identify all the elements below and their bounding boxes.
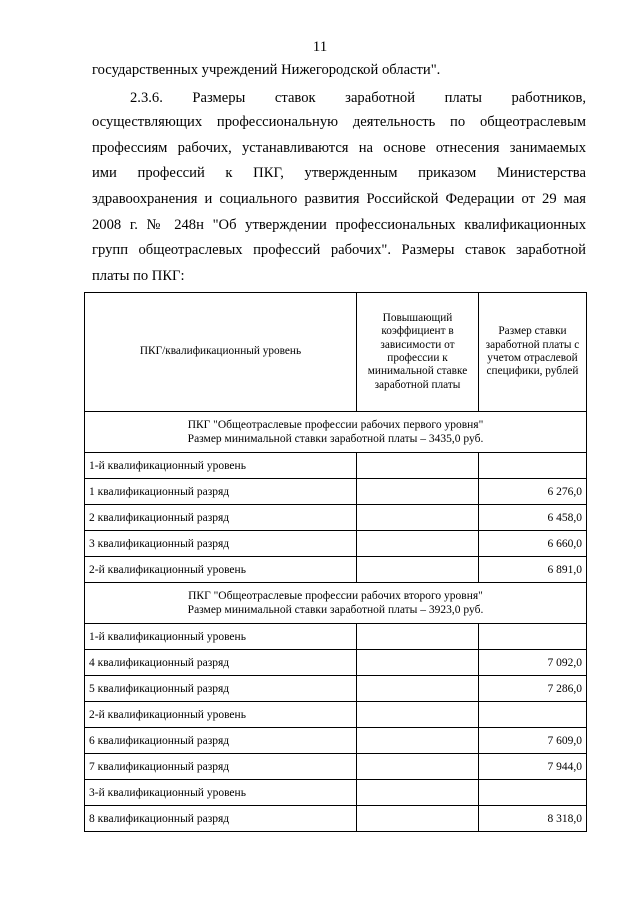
row-value: 6 276,0 bbox=[479, 479, 587, 505]
table-row bbox=[85, 780, 587, 806]
table-row bbox=[85, 624, 587, 650]
row-label: 7 квалификационный разряд bbox=[85, 754, 357, 780]
paragraph-line-3: осуществляющих профессиональную деятельность по общеотраслевым bbox=[92, 114, 586, 130]
table-header-row bbox=[85, 293, 587, 412]
table-row bbox=[85, 650, 587, 676]
paragraph-line-5: ими профессий к ПКГ, утвержденным приказом Министерства bbox=[92, 165, 586, 181]
table-row bbox=[85, 702, 587, 728]
row-label: 1-й квалификационный уровень bbox=[85, 453, 357, 479]
row-value bbox=[479, 780, 587, 806]
group-title: ПКГ "Общеотраслевые профессии рабочих первого уровня" bbox=[187, 419, 484, 431]
row-value: 7 609,0 bbox=[479, 728, 587, 754]
row-label: 2-й квалификационный уровень bbox=[85, 557, 357, 583]
row-label: 4 квалификационный разряд bbox=[85, 650, 357, 676]
table-row bbox=[85, 505, 587, 531]
row-label: 3 квалификационный разряд bbox=[85, 531, 357, 557]
table-row bbox=[85, 676, 587, 702]
row-label: 2 квалификационный разряд bbox=[85, 505, 357, 531]
paragraph-line-8: групп общеотраслевых профессий рабочих". Размеры ставок заработной bbox=[92, 242, 586, 258]
row-value: 7 092,0 bbox=[479, 650, 587, 676]
row-coefficient bbox=[357, 728, 479, 754]
row-value: 6 458,0 bbox=[479, 505, 587, 531]
group-header-cell bbox=[85, 583, 587, 624]
row-coefficient bbox=[357, 780, 479, 806]
paragraph-line-2: 2.3.6. Размеры ставок заработной платы работников, bbox=[130, 90, 586, 106]
row-label: 3-й квалификационный уровень bbox=[85, 780, 357, 806]
table-row bbox=[85, 557, 587, 583]
header-salary-rate: Размер ставки заработной платы с учетом отраслевой специфики, рублей bbox=[479, 293, 587, 412]
table-row bbox=[85, 754, 587, 780]
salary-table bbox=[84, 292, 587, 832]
group-subtitle: Размер минимальной ставки заработной платы – 3435,0 руб. bbox=[187, 433, 484, 445]
row-value bbox=[479, 453, 587, 479]
group-header-cell bbox=[85, 412, 587, 453]
table-row bbox=[85, 728, 587, 754]
paragraph-line-4: профессиям рабочих, устанавливаются на основе отнесения занимаемых bbox=[92, 140, 586, 156]
row-label: 1-й квалификационный уровень bbox=[85, 624, 357, 650]
page-number: 11 bbox=[312, 39, 328, 55]
row-coefficient bbox=[357, 702, 479, 728]
group-subtitle: Размер минимальной ставки заработной платы – 3923,0 руб. bbox=[187, 604, 484, 616]
paragraph-line-9: платы по ПКГ: bbox=[92, 268, 185, 284]
row-coefficient bbox=[357, 557, 479, 583]
row-coefficient bbox=[357, 650, 479, 676]
row-label: 5 квалификационный разряд bbox=[85, 676, 357, 702]
table-row bbox=[85, 453, 587, 479]
group-title: ПКГ "Общеотраслевые профессии рабочих второго уровня" bbox=[188, 590, 483, 602]
row-coefficient bbox=[357, 453, 479, 479]
row-coefficient bbox=[357, 624, 479, 650]
table-row bbox=[85, 531, 587, 557]
row-value: 8 318,0 bbox=[479, 806, 587, 832]
row-label: 8 квалификационный разряд bbox=[85, 806, 357, 832]
row-coefficient bbox=[357, 479, 479, 505]
row-label: 2-й квалификационный уровень bbox=[85, 702, 357, 728]
row-label: 1 квалификационный разряд bbox=[85, 479, 357, 505]
row-coefficient bbox=[357, 531, 479, 557]
table-row bbox=[85, 806, 587, 832]
row-coefficient bbox=[357, 806, 479, 832]
table-row bbox=[85, 479, 587, 505]
row-value: 6 660,0 bbox=[479, 531, 587, 557]
header-coefficient: Повышающий коэффициент в зависимости от профессии к минимальной ставке заработной платы bbox=[357, 293, 479, 412]
paragraph-line-7: 2008 г. № 248н "Об утверждении профессиональных квалификационных bbox=[92, 217, 586, 233]
paragraph-line-1: государственных учреждений Нижегородской области". bbox=[92, 62, 441, 78]
paragraph-line-6: здравоохранения и социального развития Российской Федерации от 29 мая bbox=[92, 191, 586, 207]
header-qualification-level: ПКГ/квалификационный уровень bbox=[85, 293, 357, 412]
row-value: 6 891,0 bbox=[479, 557, 587, 583]
row-value bbox=[479, 702, 587, 728]
row-value: 7 944,0 bbox=[479, 754, 587, 780]
group-header-row bbox=[85, 583, 587, 624]
row-value: 7 286,0 bbox=[479, 676, 587, 702]
row-coefficient bbox=[357, 676, 479, 702]
row-coefficient bbox=[357, 754, 479, 780]
row-value bbox=[479, 624, 587, 650]
group-header-row bbox=[85, 412, 587, 453]
row-label: 6 квалификационный разряд bbox=[85, 728, 357, 754]
row-coefficient bbox=[357, 505, 479, 531]
